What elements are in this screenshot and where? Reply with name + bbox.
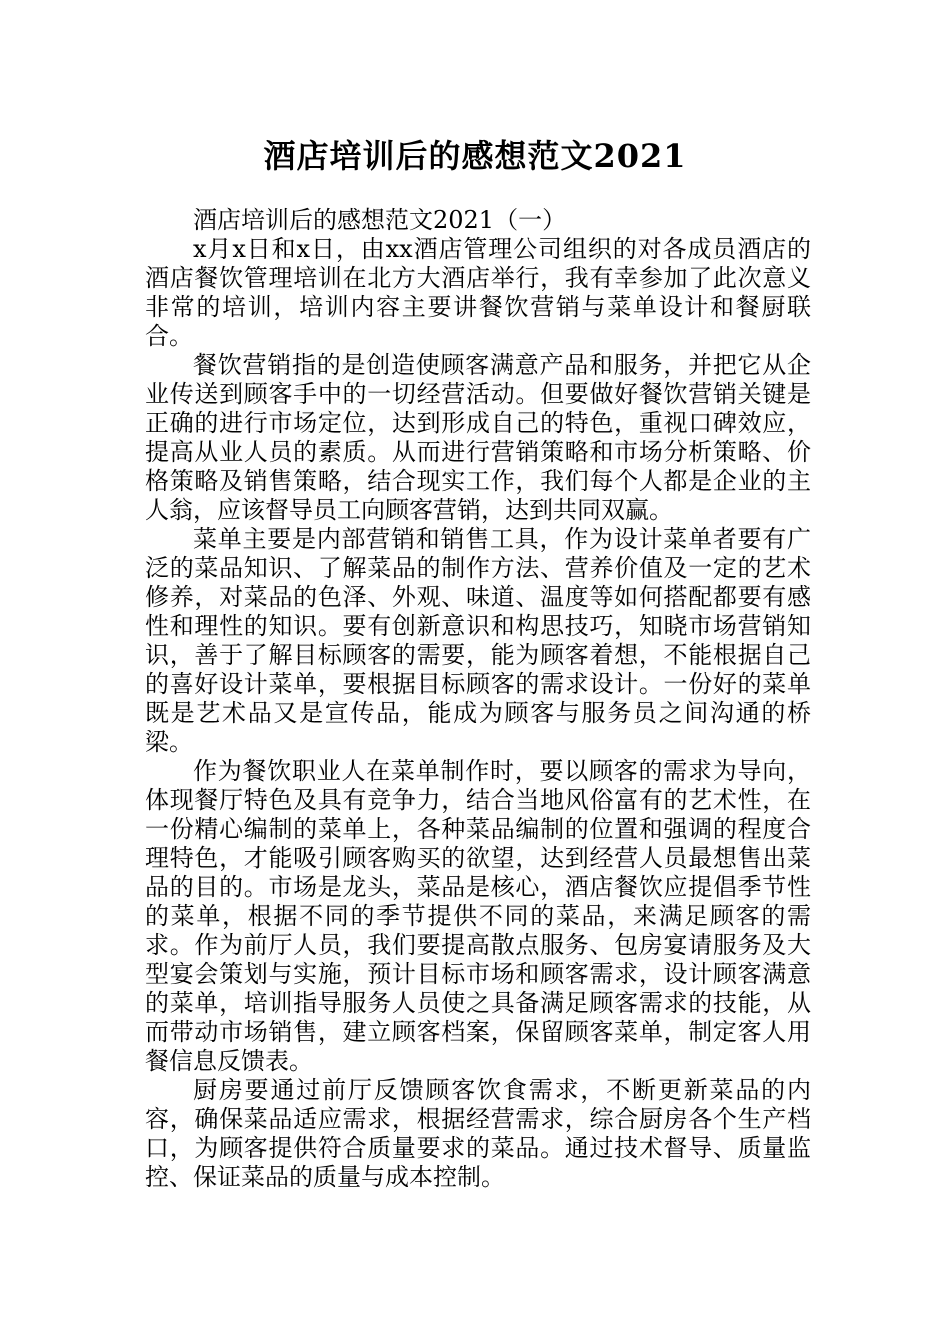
document-body: [145, 206, 811, 1192]
paragraph-1: x月x日和x日，由xx酒店管理公司组织的对各成员酒店的酒店餐饮管理培训在北方大酒店举行，我有幸参加了此次意义非常的培训，培训内容主要讲餐饮营销与菜单设计和餐厨联合。: [145, 235, 811, 350]
section-subtitle: 酒店培训后的感想范文2021（一）: [193, 206, 567, 234]
paragraph-5: 厨房要通过前厅反馈顾客饮食需求，不断更新菜品的内容，确保菜品适应需求，根据经营需求，综合厨房各个生产档口，为顾客提供符合质量要求的菜品。通过技术督导、质量监控、保证菜品的质量与成本控制。: [145, 1076, 811, 1191]
paragraph-2: 餐饮营销指的是创造使顾客满意产品和服务，并把它从企业传送到顾客手中的一切经营活动。但要做好餐饮营销关键是正确的进行市场定位，达到形成自己的特色，重视口碑效应，提高从业人员的素质。从而进行营销策略和市场分析策略、价格策略及销售策略，结合现实工作，我们每个人都是企业的主人翁，应该督导员工向顾客营销，达到共同双赢。: [145, 351, 811, 524]
paragraph-3: 菜单主要是内部营销和销售工具，作为设计菜单者要有广泛的菜品知识、了解菜品的制作方法、营养价值及一定的艺术修养，对菜品的色泽、外观、味道、温度等如何搭配都要有感性和理性的知识。要有创新意识和构思技巧，知晓市场营销知识，善于了解目标顾客的需要，能为顾客着想，不能根据自己的喜好设计菜单，要根据目标顾客的需求设计。一份好的菜单既是艺术品又是宣传品，能成为顾客与服务员之间沟通的桥梁。: [145, 525, 811, 756]
paragraph-4: 作为餐饮职业人在菜单制作时，要以顾客的需求为导向，体现餐厅特色及具有竞争力，结合当地风俗富有的艺术性，在一份精心编制的菜单上，各种菜品编制的位置和强调的程度合理特色，才能吸引顾客购买的欲望，达到经营人员最想售出菜品的目的。市场是龙头，菜品是核心，酒店餐饮应提倡季节性的菜单，根据不同的季节提供不同的菜品，来满足顾客的需求。作为前厅人员，我们要提高散点服务、包房宴请服务及大型宴会策划与实施，预计目标市场和顾客需求，设计顾客满意的菜单，培训指导服务人员使之具备满足顾客需求的技能，从而带动市场销售，建立顾客档案，保留顾客菜单，制定客人用餐信息反馈表。: [145, 757, 811, 1075]
document-title: 酒店培训后的感想范文2021: [263, 137, 687, 175]
